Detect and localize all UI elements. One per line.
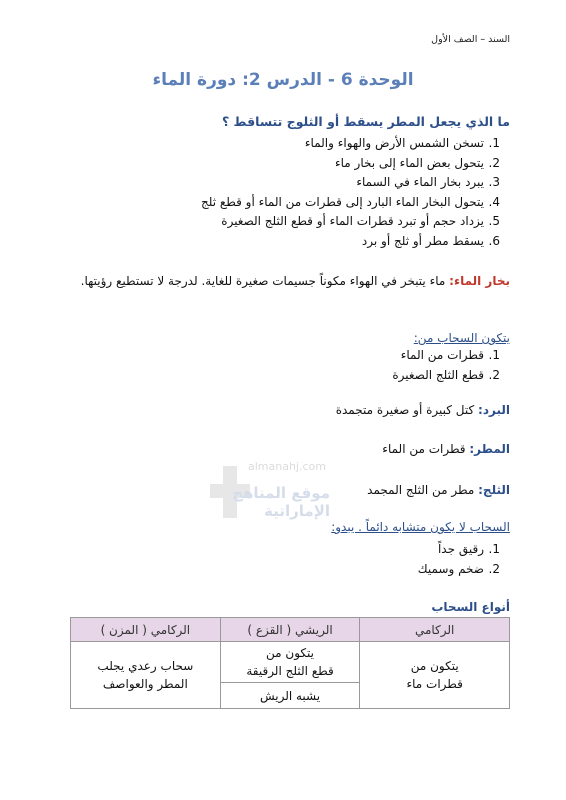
nimbus-line: المطر والعواصف <box>102 677 188 691</box>
list-item <box>417 560 500 580</box>
rain-definition <box>382 442 510 456</box>
item-text: رقيق جداً <box>437 542 484 556</box>
step-number: 5. <box>488 214 500 229</box>
water-cycle-steps <box>201 134 500 252</box>
step-text: يبرد بخار الماء في السماء <box>356 175 484 190</box>
nimbus-line: سحاب رعدي يجلب <box>97 659 194 673</box>
list-item <box>201 193 500 213</box>
step-number: 1. <box>488 136 500 150</box>
item-number: 1. <box>488 348 500 362</box>
snow-label: الثلج: <box>478 483 510 497</box>
water-vapor-definition <box>50 271 510 291</box>
item-number: 2. <box>488 561 500 576</box>
step-number: 4. <box>488 194 500 209</box>
list-item <box>201 232 500 252</box>
item-number: 1. <box>488 542 500 556</box>
list-item <box>201 212 500 232</box>
clouds-list <box>392 346 500 385</box>
cirrus-line: يتكون من <box>266 646 315 660</box>
snow-text: مطر من الثلج المجمد <box>367 483 475 497</box>
list-item <box>392 346 500 366</box>
water-vapor-label: بخار الماء: <box>449 274 510 288</box>
nimbus-cell <box>71 642 221 709</box>
clouds-heading: يتكون السحاب من: <box>413 331 510 345</box>
page-header: السند – الصف الأول <box>431 34 510 45</box>
column-header-cumulus: الركامي <box>360 618 510 642</box>
hail-definition <box>336 403 510 417</box>
list-item <box>201 173 500 193</box>
step-text: يسقط مطر أو ثلج أو برد <box>361 233 484 248</box>
lesson-title: الوحدة 6 - الدرس 2: دورة الماء <box>152 70 414 90</box>
cloud-shape-list <box>417 540 500 579</box>
rain-text: قطرات من الماء <box>382 442 466 456</box>
step-number: 2. <box>488 155 500 170</box>
item-text: قطع الثلج الصغيرة <box>392 367 484 382</box>
snow-definition <box>367 483 510 497</box>
step-text: يتحول البخار الماء البارد إلى قطرات من الماء أو قطع ثلج <box>201 194 484 209</box>
watermark <box>210 460 330 530</box>
step-number: 3. <box>488 175 500 190</box>
list-item <box>418 540 500 560</box>
cumulus-line: يتكون من <box>410 659 459 673</box>
watermark-text: موقع المناهج الإماراتية <box>232 484 330 520</box>
step-text: تسخن الشمس الأرض والهواء والماء <box>304 136 484 150</box>
step-text: يزداد حجم أو تبرد قطرات الماء أو قطع الثلج الصغيرة <box>221 214 484 229</box>
item-text: ضخم وسميك <box>417 561 484 576</box>
cirrus-cell <box>220 642 360 683</box>
cloud-types-title: أنواع السحاب <box>431 600 510 614</box>
item-text: قطرات من الماء <box>400 348 484 362</box>
hail-label: البرد: <box>478 403 510 417</box>
cloud-types-table <box>70 617 510 709</box>
cloud-shape-heading: السحاب لا يكون متشابه دائماً . يبدو: <box>331 520 510 534</box>
step-number: 6. <box>488 233 500 248</box>
cirrus-feather-cell: يشبه الريش <box>220 683 360 709</box>
column-header-nimbus: الركامي ( المزن ) <box>71 618 221 642</box>
list-item <box>201 154 500 174</box>
step-text: يتحول بعض الماء إلى بخار ماء <box>334 155 484 170</box>
column-header-cirrus: الريشي ( القزع ) <box>220 618 360 642</box>
list-item <box>201 134 500 154</box>
list-item <box>392 366 500 386</box>
table-row <box>71 642 510 683</box>
water-vapor-text: ماء يتبخر في الهواء مكوناً جسيمات صغيرة للغاية. لدرجة لا تستطيع رؤيتها. <box>80 274 446 288</box>
hail-text: كتل كبيرة أو صغيرة متجمدة <box>335 403 475 417</box>
question-heading: ما الذي يجعل المطر يسقط أو الثلوج تتساقط ؟ <box>221 114 510 129</box>
watermark-site: almanahj.com <box>248 460 326 473</box>
rain-label: المطر: <box>469 442 510 456</box>
cumulus-line: قطرات ماء <box>406 677 463 691</box>
item-number: 2. <box>488 367 500 382</box>
cirrus-line: قطع الثلج الرقيقة <box>246 664 334 678</box>
table-header-row <box>71 618 510 642</box>
cumulus-cell <box>360 642 510 709</box>
